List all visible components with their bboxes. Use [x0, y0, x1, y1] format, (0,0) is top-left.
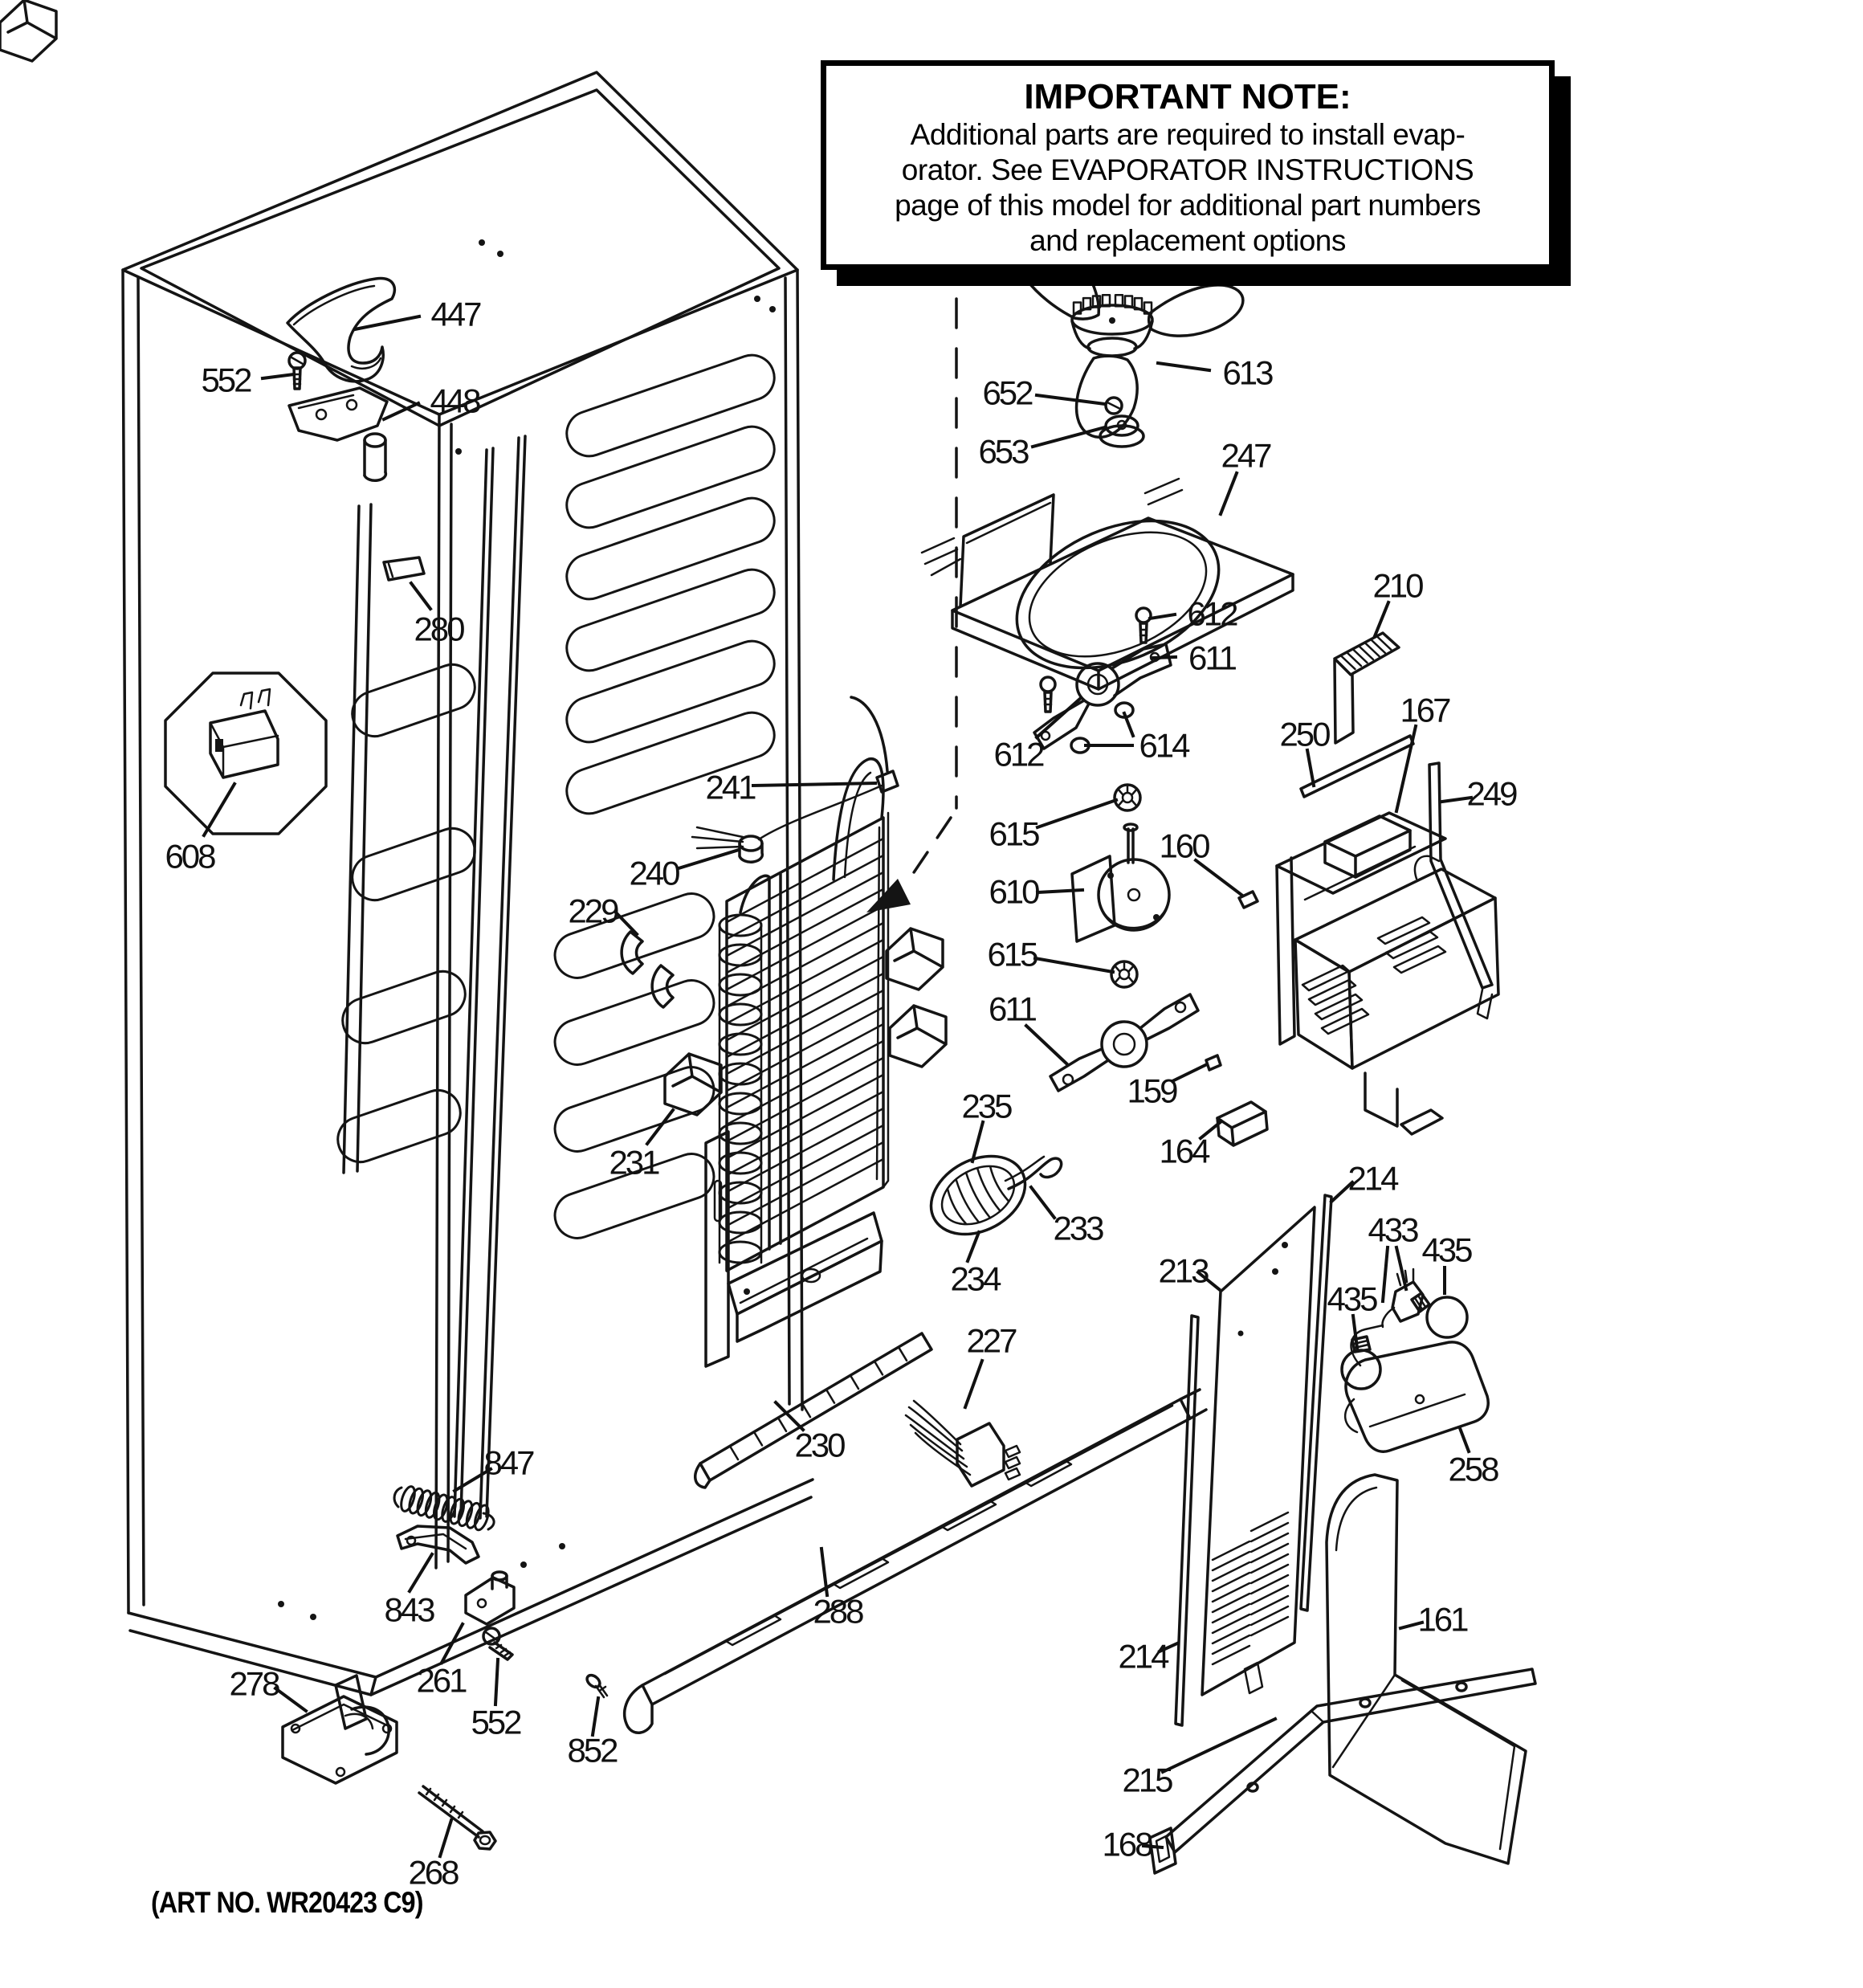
- part-label-447: 447: [430, 295, 480, 333]
- callout-line-234: [968, 1232, 979, 1261]
- nut-652: [1106, 398, 1122, 414]
- callout-line-611b: [1026, 1026, 1066, 1063]
- callout-line-278: [275, 1688, 306, 1711]
- callout-line-608: [204, 784, 234, 835]
- art-number: (ART NO. WR20423 C9): [151, 1886, 423, 1919]
- lever-843: [397, 1526, 479, 1563]
- callout-line-612b: [1037, 698, 1081, 737]
- thermostat-241: [759, 697, 898, 839]
- callout-layer: [165, 296, 1517, 1892]
- fan-shroud-247: [922, 479, 1293, 696]
- callout-line-447: [355, 316, 419, 329]
- part-label-241: 241: [705, 768, 755, 806]
- evaporator-coil: [720, 759, 888, 1271]
- callout-line-852: [593, 1698, 598, 1735]
- callout-line-258: [1460, 1428, 1469, 1451]
- part-label-552a: 552: [201, 361, 251, 399]
- part-label-213: 213: [1158, 1251, 1208, 1290]
- mount-blocks-231: [0, 0, 56, 61]
- important-note-box: [821, 60, 1555, 270]
- bottom-rail-215: [1166, 1669, 1535, 1852]
- callout-line-615a: [1037, 800, 1116, 827]
- tube-clamp-229: [622, 932, 673, 1007]
- part-label-610: 610: [989, 872, 1038, 911]
- cover-161: [1327, 1475, 1526, 1863]
- wire-harness-227: [906, 1401, 1020, 1486]
- callout-line-433: [1396, 1247, 1406, 1289]
- part-label-268: 268: [408, 1853, 458, 1892]
- note-line: page of this model for additional part numbers: [895, 189, 1481, 222]
- part-label-612a: 612: [1187, 594, 1237, 633]
- strip-214-left: [1176, 1316, 1198, 1725]
- part-label-611b: 611: [989, 990, 1035, 1028]
- part-label-235: 235: [961, 1087, 1011, 1125]
- callout-line-610: [1037, 890, 1082, 892]
- part-label-435b: 435: [1421, 1231, 1471, 1269]
- drain-pan-232: [706, 1132, 882, 1366]
- part-label-247: 247: [1221, 436, 1270, 475]
- part-label-168: 168: [1102, 1825, 1152, 1863]
- part-label-280: 280: [414, 610, 463, 648]
- light-switch-608: [165, 673, 326, 834]
- part-label-612b: 612: [993, 735, 1043, 774]
- clip-280: [384, 557, 424, 580]
- bracket-261: [466, 1572, 514, 1624]
- callout-line-241: [753, 783, 875, 786]
- part-label-614: 614: [1139, 726, 1188, 765]
- callout-line-210: [1375, 602, 1388, 636]
- sensor-clip-240: [692, 827, 762, 862]
- part-label-161: 161: [1417, 1600, 1467, 1639]
- clip-159: [1206, 1055, 1221, 1070]
- callout-line-233: [1031, 1187, 1054, 1218]
- part-label-234: 234: [950, 1259, 1000, 1298]
- part-label-847: 847: [483, 1443, 533, 1482]
- callout-line-268: [440, 1820, 451, 1856]
- part-label-843: 843: [384, 1590, 434, 1629]
- part-label-615a: 615: [989, 814, 1038, 853]
- part-label-278: 278: [229, 1664, 279, 1703]
- drain-grille-210: [1335, 633, 1399, 743]
- heater-rail-230: [695, 1333, 932, 1488]
- callout-line-159: [1172, 1065, 1205, 1081]
- mount-block-231-c: [890, 1006, 946, 1067]
- part-label-261: 261: [416, 1661, 466, 1700]
- part-label-230: 230: [794, 1426, 844, 1464]
- icemaker-167: [1277, 813, 1498, 1134]
- rivet-dots: [278, 239, 776, 1620]
- screw-612-top: [1136, 608, 1151, 643]
- part-label-613: 613: [1222, 353, 1272, 392]
- callout-line-612a: [1150, 614, 1175, 618]
- screw-852: [585, 1673, 607, 1697]
- hinge-bracket-448: [289, 388, 387, 480]
- callout-line-843: [410, 1554, 432, 1591]
- grommet-615-upper: [1115, 785, 1140, 810]
- part-label-233: 233: [1053, 1209, 1103, 1247]
- callout-line-611a: [1153, 657, 1176, 658]
- part-label-608: 608: [165, 837, 214, 876]
- bracket-164: [1217, 1102, 1267, 1145]
- part-label-552b: 552: [471, 1703, 520, 1741]
- callout-line-615b: [1035, 958, 1113, 972]
- callout-line-552a: [263, 374, 294, 378]
- part-label-214a: 214: [1347, 1159, 1397, 1198]
- part-label-288: 288: [813, 1592, 862, 1631]
- part-label-215: 215: [1122, 1761, 1172, 1799]
- mount-block-231-b: [887, 929, 943, 990]
- back-panel-213: [1202, 1207, 1315, 1695]
- part-label-249: 249: [1466, 774, 1516, 813]
- part-label-159: 159: [1127, 1072, 1176, 1110]
- end-cap-168: [1150, 1828, 1176, 1873]
- part-label-240: 240: [629, 854, 679, 892]
- callout-line-652: [1037, 395, 1105, 404]
- part-label-611a: 611: [1188, 639, 1235, 677]
- part-label-210: 210: [1372, 566, 1422, 605]
- callout-line-433: [1383, 1247, 1388, 1301]
- part-label-227: 227: [966, 1321, 1016, 1360]
- part-label-214b: 214: [1118, 1637, 1168, 1676]
- screw-552-top: [289, 353, 305, 389]
- part-label-448: 448: [430, 382, 479, 420]
- part-label-167: 167: [1400, 691, 1449, 729]
- note-title: IMPORTANT NOTE:: [1024, 77, 1351, 116]
- part-label-229: 229: [568, 892, 618, 930]
- spring-847: [394, 1485, 494, 1532]
- balloon-octagon: [165, 673, 326, 834]
- part-label-250: 250: [1279, 715, 1329, 753]
- trim-rail-288: [625, 1390, 1206, 1733]
- part-label-231: 231: [609, 1143, 658, 1182]
- callout-line-227: [965, 1361, 982, 1407]
- callout-line-280: [411, 583, 430, 609]
- hub-653: [1100, 416, 1143, 447]
- note-line: orator. See EVAPORATOR INSTRUCTIONS: [901, 153, 1474, 186]
- callout-line-240: [679, 850, 739, 868]
- callout-line-613: [1158, 363, 1209, 370]
- part-label-433: 433: [1368, 1210, 1417, 1249]
- screw-612-lower: [1041, 677, 1055, 712]
- note-line: and replacement options: [1029, 224, 1346, 257]
- note-line: Additional parts are required to install evap-: [910, 118, 1466, 151]
- grommet-615-lower: [1111, 961, 1137, 987]
- part-label-160: 160: [1159, 827, 1209, 865]
- callout-line-160: [1196, 860, 1241, 895]
- callout-line-552b: [495, 1659, 498, 1704]
- part-label-652: 652: [982, 374, 1032, 412]
- part-label-852: 852: [567, 1731, 617, 1770]
- callout-line-250: [1307, 750, 1314, 786]
- part-label-164: 164: [1159, 1132, 1209, 1170]
- part-label-258: 258: [1448, 1450, 1498, 1488]
- part-label-615b: 615: [987, 935, 1037, 974]
- callout-line-247: [1221, 473, 1237, 514]
- bolt-268: [419, 1786, 495, 1849]
- fan-motor-610: [1072, 824, 1169, 941]
- light-bulb-435-right: [1412, 1293, 1467, 1337]
- part-label-435a: 435: [1327, 1280, 1376, 1318]
- part-label-653: 653: [978, 432, 1028, 471]
- callout-line-215: [1163, 1719, 1275, 1772]
